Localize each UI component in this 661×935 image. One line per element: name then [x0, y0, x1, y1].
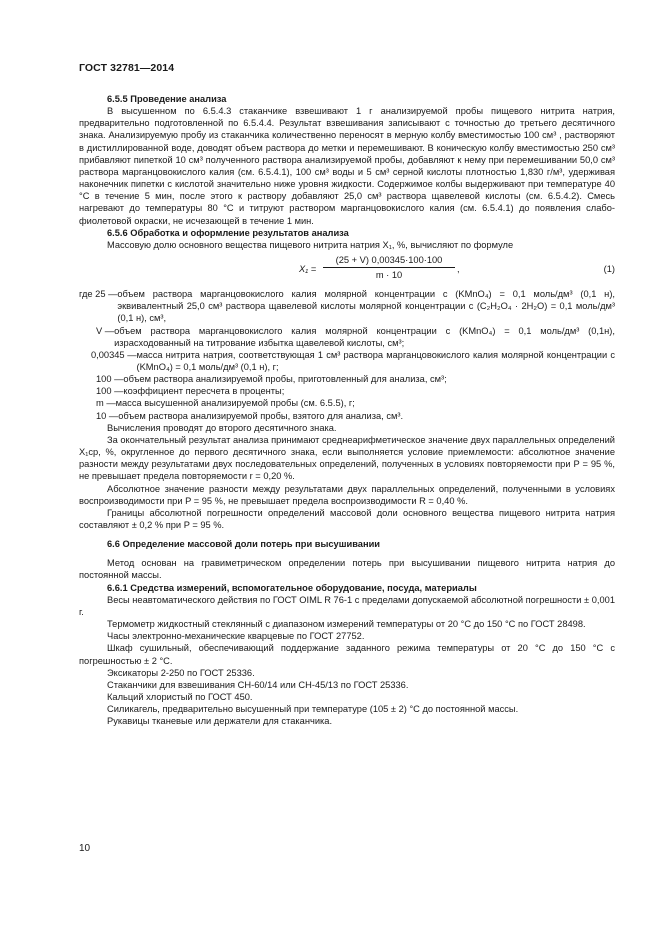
standard-header: ГОСТ 32781—2014 [79, 62, 175, 74]
legend-description: объем раствора марганцовокислого калия молярной концентрации с (KMnO₄) = 0,1 моль/дм³ (0,1 н), эквивалентный 25,0 см³ раствора щавелевой кислоты молярной концентрации с (C₂H₂O₄ · 2H₂O) = 0,1 моль/дм³ (0,1 н), см³, [117, 289, 615, 324]
formula-intro: Массовую долю основного вещества пищевого нитрита натрия X₁, %, вычисляют по формуле [107, 239, 514, 250]
legend-term: 10 — [96, 410, 119, 421]
formula-lhs: X₁ = [299, 264, 317, 275]
legend-item [79, 397, 615, 409]
legend-term: 100 — [96, 374, 124, 385]
formula-1 [79, 254, 615, 286]
page-body [79, 93, 615, 728]
equipment-item: Эксикаторы 2-250 по ГОСТ 25336. [107, 667, 255, 678]
legend-item [79, 288, 615, 324]
formula-fraction [323, 254, 455, 281]
legend-term: где 25 — [79, 289, 118, 300]
legend-description: масса высушенной анализируемой пробы (см. 6.5.5), г; [115, 398, 355, 409]
legend-description: объем раствора анализируемой пробы, взятого для анализа, см³. [118, 410, 404, 421]
legend-description: объем раствора анализируемой пробы, приготовленный для анализа, см³; [123, 374, 447, 385]
legend-term: m — [96, 398, 116, 409]
formula-denominator: m · 10 [375, 270, 403, 281]
equipment-item: Стаканчики для взвешивания СН-60/14 или СН-45/13 по ГОСТ 25336. [107, 679, 409, 690]
section-6-5-5-paragraph: В высушенном по 6.5.4.3 стаканчике взвешивают 1 г анализируемой пробы пищевого нитрита натрия, предварительно подготовленной по 6.5.4.4. Результат взвешивания записывают с точностью до третьего десятичного знака. Анализируемую пробу из стаканчика количественно переносят в мерную колбу вместимостью 100 см³ , растворяют в дистиллированной воде, доводят объем раствора до метки и перемешивают. В коническую колбу вместимостью 250 см³ прибавляют пипеткой 10 см³ полученного раствора анализируемой пробы, добавляют к нему при перемешивании 50,0 см³ раствора марганцовокислого калия (см. 6.5.4.1), 100 см³ воды и 5 см³ серной кислоты плотностью 1,830 г/м³, удерживая наконечник пипетки с кислотой значительно ниже уровня жидкости. Содержимое колбы выдерживают при температуре 40 °С в течение 5 мин, после этого к раствору добавляют 25,0 см³ раствора щавелевой кислоты (см. 6.5.4.2). Смесь нагревают до температуры 80 °С и титруют раствором марганцовокислого калия (см. 6.5.4.1) до появления слабо-фиолетовой окраски, не исчезающей в течение 1 мин. [79, 106, 615, 226]
legend-term: V — [96, 325, 115, 336]
error-bounds-paragraph: Границы абсолютной погрешности определений массовой доли основного вещества пищевого нитрита натрия составляют ± 0,2 % при P = 95 %. [79, 507, 615, 530]
result-paragraph: За окончательный результат анализа принимают среднеарифметическое значение двух параллельных определений X₁ср, %, округленное до первого десятичного знака, если выполняется условие приемлемости: абсолютное значение разности между результатами двух последовательных определений, полученных в условиях повторяемости при P = 95 %, не превышает предела повторяемости r = 0,20 %. [79, 434, 615, 482]
equipment-item: Кальций хлористый по ГОСТ 450. [107, 692, 253, 703]
section-6-6-1-title: 6.6.1 Средства измерений, вспомогательное оборудование, посуда, материалы [107, 582, 477, 593]
equipment-item: Шкаф сушильный, обеспечивающий поддержание заданного режима температуры от 20 °С до 150 °С с погрешностью ± 2 °С. [79, 643, 615, 666]
legend-item [79, 325, 615, 349]
formula-number: (1) [603, 264, 615, 275]
legend-description: коэффициент пересчета в проценты; [123, 386, 285, 397]
formula-legend [79, 288, 615, 422]
section-6-6-title: 6.6 Определение массовой доли потерь при высушивании [107, 539, 381, 550]
legend-description: объем раствора марганцовокислого калия молярной концентрации с (KMnO₄) = 0,1 моль/дм³ (0,1н), израсходованный на титрование избытка щавелевой кислоты, см³; [114, 325, 615, 348]
page-number: 10 [79, 843, 91, 854]
section-6-5-5-title: 6.5.5 Проведение анализа [107, 94, 227, 104]
section-6-5-6-title: 6.5.6 Обработка и оформление результатов анализа [107, 227, 349, 238]
method-paragraph: Метод основан на гравиметрическом определении потерь при высушивании пищевого нитрита натрия до постоянной массы. [79, 558, 615, 581]
equipment-item: Термометр жидкостный стеклянный с диапазоном измерений температуры от 20 °С до 150 °С по ГОСТ 28498. [107, 619, 586, 630]
reproducibility-paragraph: Абсолютное значение разности между результатами двух параллельных определений, полученными в условиях воспроизводимости при P = 95 %, не превышает предела воспроизводимости R = 0,40 %. [79, 483, 615, 506]
formula-tail: , [457, 264, 460, 275]
equipment-item: Часы электронно-механические кварцевые по ГОСТ 27752. [107, 631, 365, 642]
equipment-item: Весы неавтоматического действия по ГОСТ OIML R 76-1 с пределами допускаемой абсолютной погрешности ± 0,001 г. [79, 594, 615, 617]
calculation-note: Вычисления проводят до второго десятичного знака. [107, 422, 337, 433]
legend-item [79, 349, 615, 373]
legend-term: 100 — [96, 386, 124, 397]
legend-item [79, 410, 615, 422]
legend-item [79, 373, 615, 385]
legend-item [79, 385, 615, 397]
equipment-item: Рукавицы тканевые или держатели для стаканчика. [107, 716, 333, 727]
formula-numerator: (25 + V) 0,00345·100·100 [323, 254, 455, 268]
legend-description: масса нитрита натрия, соответствующая 1 см³ раствора марганцовокислого калия молярной концентрации с (KMnO₄) = 0,1 моль/дм³ (0,1 н), г; [136, 349, 615, 372]
legend-term: 0,00345 — [91, 349, 137, 360]
equipment-item: Силикагель, предварительно высушенный при температуре (105 ± 2) °С до постоянной массы. [107, 704, 519, 715]
